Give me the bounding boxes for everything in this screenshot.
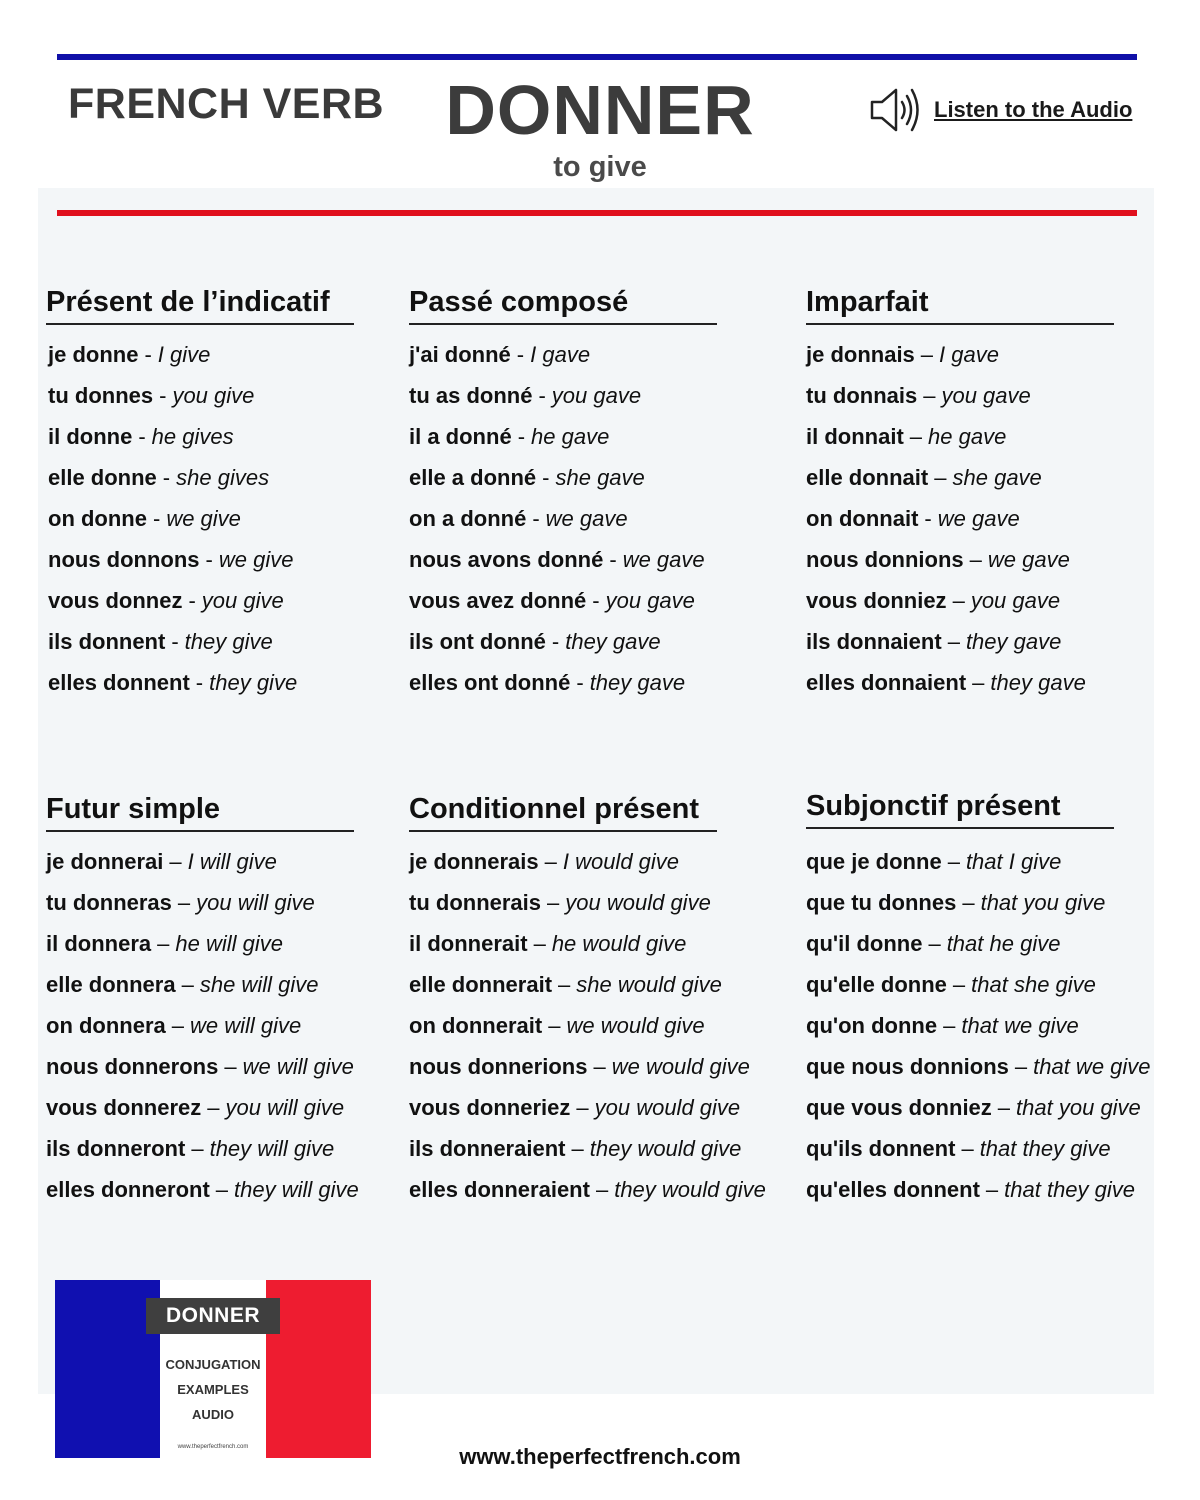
french-form: qu'ils donnent: [806, 1136, 956, 1161]
english-form: we would give: [566, 1013, 705, 1038]
french-form: ils donnaient: [806, 629, 942, 654]
conjugation-row: [409, 621, 717, 662]
french-form: ils ont donné: [409, 629, 546, 654]
conjugation-row: [48, 416, 354, 457]
header-red-rule: [57, 210, 1137, 216]
conjugation-row: [409, 923, 766, 964]
conjugation-row: [806, 539, 1114, 580]
separator: –: [928, 931, 941, 956]
french-form: j'ai donné: [409, 342, 511, 367]
conjugation-row: [806, 662, 1114, 703]
conjugation-row: [48, 662, 354, 703]
separator: -: [516, 342, 525, 367]
french-form: elles ont donné: [409, 670, 571, 695]
english-form: they give: [209, 670, 298, 695]
separator: –: [571, 1136, 584, 1161]
conjugation-row: [48, 498, 354, 539]
english-form: he will give: [175, 931, 283, 956]
english-form: that he give: [946, 931, 1061, 956]
separator: -: [576, 670, 584, 695]
english-form: she will give: [199, 972, 319, 997]
separator: –: [1014, 1054, 1028, 1079]
conjugation-row: [409, 1169, 766, 1210]
separator: -: [162, 465, 171, 490]
english-form: they gave: [565, 629, 661, 654]
french-form: tu donnais: [806, 383, 918, 408]
separator: –: [962, 890, 975, 915]
conjugation-list: [46, 841, 359, 1210]
separator: -: [205, 547, 213, 572]
verb-translation: to give: [553, 151, 647, 183]
conjugation-row: [48, 580, 354, 621]
separator: –: [191, 1136, 204, 1161]
french-form: je donnerai: [46, 849, 164, 874]
french-form: ils donneront: [46, 1136, 186, 1161]
french-form: que je donne: [806, 849, 942, 874]
english-form: that she give: [971, 972, 1096, 997]
separator: –: [177, 890, 191, 915]
english-form: I will give: [187, 849, 277, 874]
separator: -: [188, 588, 196, 613]
separator: –: [972, 670, 985, 695]
conjugation-row: [409, 1046, 766, 1087]
separator: –: [547, 890, 560, 915]
conjugation-row: [46, 1005, 359, 1046]
conjugation-row: [806, 841, 1151, 882]
english-form: I gave: [939, 342, 999, 367]
english-form: we give: [218, 547, 294, 572]
separator: –: [947, 629, 960, 654]
english-form: that we give: [1033, 1054, 1151, 1079]
separator: -: [517, 424, 526, 449]
french-form: elle donnera: [46, 972, 176, 997]
english-form: they gave: [589, 670, 686, 695]
english-form: you will give: [196, 890, 315, 915]
french-form: elles donnaient: [806, 670, 967, 695]
french-form: il donnait: [806, 424, 904, 449]
english-form: you gave: [605, 588, 695, 613]
conjugation-row: [46, 964, 359, 1005]
speaker-icon[interactable]: [868, 84, 922, 136]
conjugation-row: [806, 1169, 1151, 1210]
conjugation-row: [806, 1087, 1151, 1128]
separator: -: [171, 629, 179, 654]
section-present: [46, 286, 354, 703]
conjugation-row: [806, 964, 1151, 1005]
listen-audio-link[interactable]: Listen to the Audio: [934, 97, 1133, 122]
conjugation-row: [46, 1128, 359, 1169]
conjugation-row: [409, 539, 717, 580]
conjugation-row: [409, 1005, 766, 1046]
english-form: they gave: [990, 670, 1086, 695]
conjugation-row: [48, 457, 354, 498]
separator: -: [159, 383, 167, 408]
english-form: she gave: [952, 465, 1042, 490]
french-form: ils donnent: [48, 629, 166, 654]
separator: –: [952, 588, 965, 613]
english-form: we gave: [937, 506, 1020, 531]
french-form: on donnait: [806, 506, 919, 531]
flag-card-line: EXAMPLES: [177, 1382, 249, 1397]
french-form: je donnais: [806, 342, 915, 367]
separator: –: [969, 547, 982, 572]
separator: -: [609, 547, 617, 572]
conjugation-row: [806, 1005, 1151, 1046]
separator: –: [909, 424, 923, 449]
english-form: that you give: [980, 890, 1106, 915]
conjugation-row: [409, 662, 717, 703]
english-form: they would give: [589, 1136, 742, 1161]
english-form: he gave: [928, 424, 1007, 449]
french-form: vous donnerez: [46, 1095, 202, 1120]
french-form: il donne: [48, 424, 133, 449]
english-form: we will give: [190, 1013, 302, 1038]
conjugation-row: [409, 882, 766, 923]
conjugation-row: [409, 1087, 766, 1128]
english-form: I would give: [562, 849, 680, 874]
separator: -: [592, 588, 600, 613]
conjugation-row: [806, 621, 1114, 662]
french-form: tu donnerais: [409, 890, 542, 915]
french-form: nous donnons: [48, 547, 200, 572]
english-form: they gave: [965, 629, 1062, 654]
english-form: that you give: [1016, 1095, 1141, 1120]
french-form: on a donné: [409, 506, 527, 531]
conjugation-row: [806, 882, 1151, 923]
french-form: qu'on donne: [806, 1013, 938, 1038]
french-form: il donnera: [46, 931, 152, 956]
conjugation-list: [806, 841, 1151, 1210]
conjugation-list: [409, 841, 766, 1210]
separator: –: [224, 1054, 237, 1079]
separator: -: [924, 506, 932, 531]
section-futur: [46, 793, 359, 1210]
conjugation-row: [806, 580, 1114, 621]
english-form: that I give: [965, 849, 1062, 874]
separator: –: [997, 1095, 1011, 1120]
separator: –: [171, 1013, 185, 1038]
flag-card-label: DONNER: [146, 1298, 280, 1334]
french-form: tu donnes: [48, 383, 154, 408]
french-form: que tu donnes: [806, 890, 957, 915]
conjugation-row: [48, 621, 354, 662]
section-subjonctif: [806, 790, 1151, 1210]
flag-blue-band: [55, 1280, 160, 1458]
english-form: you gave: [941, 383, 1031, 408]
conjugation-row: [48, 334, 354, 375]
conjugation-row: [806, 498, 1114, 539]
audio-control[interactable]: [868, 84, 1132, 136]
french-form: elles donneraient: [409, 1177, 590, 1202]
section-title: Futur simple: [46, 793, 354, 832]
english-form: you give: [172, 383, 255, 408]
english-form: he gives: [151, 424, 234, 449]
separator: –: [934, 465, 947, 490]
french-form: je donnerais: [409, 849, 539, 874]
flag-card-url: www.theperfectfrench.com: [177, 1444, 249, 1450]
separator: –: [548, 1013, 561, 1038]
separator: -: [532, 506, 540, 531]
section-title: Subjonctif présent: [806, 790, 1114, 829]
french-form: nous avons donné: [409, 547, 604, 572]
french-form: elle donnerait: [409, 972, 553, 997]
footer-url[interactable]: www.theperfectfrench.com: [459, 1444, 741, 1469]
french-form: il a donné: [409, 424, 512, 449]
conjugation-row: [409, 841, 766, 882]
conjugation-row: [46, 1169, 359, 1210]
english-form: I gave: [530, 342, 591, 367]
french-form: elles donneront: [46, 1177, 210, 1202]
separator: -: [538, 383, 546, 408]
english-form: I give: [157, 342, 211, 367]
conjugation-row: [46, 841, 359, 882]
separator: –: [961, 1136, 974, 1161]
separator: –: [215, 1177, 229, 1202]
conjugation-row: [409, 580, 717, 621]
english-form: you will give: [225, 1095, 345, 1120]
conjugation-list: [409, 334, 717, 703]
english-form: they would give: [614, 1177, 766, 1202]
english-form: we gave: [545, 506, 628, 531]
french-form: on donne: [48, 506, 147, 531]
conjugation-row: [409, 334, 717, 375]
french-form: qu'elles donnent: [806, 1177, 980, 1202]
french-form: je donne: [48, 342, 139, 367]
conjugation-row: [409, 1128, 766, 1169]
separator: –: [533, 931, 546, 956]
section-title: Imparfait: [806, 286, 1114, 325]
english-form: he gave: [531, 424, 610, 449]
french-form: que nous donnions: [806, 1054, 1009, 1079]
french-form: nous donnerions: [409, 1054, 588, 1079]
conjugation-row: [806, 923, 1151, 964]
english-form: you would give: [565, 890, 711, 915]
flag-red-band: [266, 1280, 371, 1458]
conjugation-row: [806, 375, 1114, 416]
conjugation-row: [409, 498, 717, 539]
flag-card-line: CONJUGATION: [165, 1357, 261, 1372]
english-form: they will give: [234, 1177, 359, 1202]
french-form: que vous donniez: [806, 1095, 992, 1120]
french-form: vous donnez: [48, 588, 183, 613]
conjugation-row: [46, 1046, 359, 1087]
separator: –: [207, 1095, 220, 1120]
flag-card-line: AUDIO: [192, 1407, 234, 1422]
conjugation-row: [409, 457, 717, 498]
french-form: tu as donné: [409, 383, 533, 408]
english-form: you give: [201, 588, 284, 613]
separator: –: [595, 1177, 609, 1202]
english-form: we give: [166, 506, 241, 531]
french-form: vous donneriez: [409, 1095, 571, 1120]
french-form: nous donnions: [806, 547, 964, 572]
separator: –: [920, 342, 934, 367]
french-form: on donnerait: [409, 1013, 543, 1038]
english-form: that they give: [1004, 1177, 1136, 1202]
conjugation-row: [806, 334, 1114, 375]
separator: –: [544, 849, 557, 874]
header-label: FRENCH VERB: [68, 80, 385, 128]
separator: –: [181, 972, 194, 997]
conjugation-row: [806, 1128, 1151, 1169]
english-form: you gave: [970, 588, 1061, 613]
separator: –: [947, 849, 960, 874]
conjugation-row: [409, 375, 717, 416]
separator: –: [985, 1177, 999, 1202]
french-form: ils donneraient: [409, 1136, 566, 1161]
separator: –: [952, 972, 966, 997]
french-form: tu donneras: [46, 890, 172, 915]
french-form: vous donniez: [806, 588, 947, 613]
english-form: we would give: [611, 1054, 750, 1079]
french-form: on donnera: [46, 1013, 166, 1038]
section-passe-compose: [409, 286, 717, 703]
english-form: they give: [184, 629, 273, 654]
french-form: elle donnait: [806, 465, 929, 490]
verb-title: DONNER: [445, 71, 755, 149]
conjugation-row: [806, 457, 1114, 498]
french-form: qu'il donne: [806, 931, 923, 956]
english-form: he would give: [551, 931, 687, 956]
separator: –: [593, 1054, 606, 1079]
separator: -: [195, 670, 204, 695]
english-form: we gave: [622, 547, 705, 572]
conjugation-row: [48, 539, 354, 580]
english-form: we gave: [987, 547, 1070, 572]
flag-card-lines: [158, 1352, 268, 1427]
conjugation-row: [409, 964, 766, 1005]
english-form: she gave: [555, 465, 645, 490]
conjugation-list: [806, 334, 1114, 703]
conjugation-row: [806, 416, 1114, 457]
separator: –: [943, 1013, 956, 1038]
section-imparfait: [806, 286, 1114, 703]
conjugation-row: [46, 1087, 359, 1128]
separator: -: [542, 465, 550, 490]
conjugation-list: [48, 334, 354, 703]
separator: –: [169, 849, 182, 874]
french-form: elle donne: [48, 465, 157, 490]
separator: -: [138, 424, 146, 449]
english-form: she would give: [576, 972, 722, 997]
separator: -: [152, 506, 161, 531]
section-title: Présent de l’indicatif: [46, 286, 354, 325]
section-conditionnel: [409, 793, 766, 1210]
english-form: that they give: [979, 1136, 1111, 1161]
french-form: elle a donné: [409, 465, 537, 490]
separator: –: [157, 931, 170, 956]
section-title: Conditionnel présent: [409, 793, 717, 832]
separator: –: [576, 1095, 589, 1120]
english-form: that we give: [961, 1013, 1079, 1038]
conjugation-row: [409, 416, 717, 457]
french-form: elles donnent: [48, 670, 190, 695]
separator: –: [923, 383, 936, 408]
separator: -: [144, 342, 152, 367]
french-form: nous donnerons: [46, 1054, 219, 1079]
header-blue-rule: [57, 54, 1137, 60]
conjugation-row: [48, 375, 354, 416]
french-form: il donnerait: [409, 931, 528, 956]
conjugation-row: [806, 1046, 1151, 1087]
separator: -: [551, 629, 560, 654]
french-form: vous avez donné: [409, 588, 587, 613]
english-form: you gave: [551, 383, 642, 408]
english-form: we will give: [242, 1054, 354, 1079]
conjugation-row: [46, 882, 359, 923]
separator: –: [558, 972, 571, 997]
conjugation-row: [46, 923, 359, 964]
english-form: you would give: [594, 1095, 741, 1120]
section-title: Passé composé: [409, 286, 717, 325]
english-form: she gives: [176, 465, 270, 490]
english-form: they will give: [209, 1136, 335, 1161]
french-form: qu'elle donne: [806, 972, 947, 997]
